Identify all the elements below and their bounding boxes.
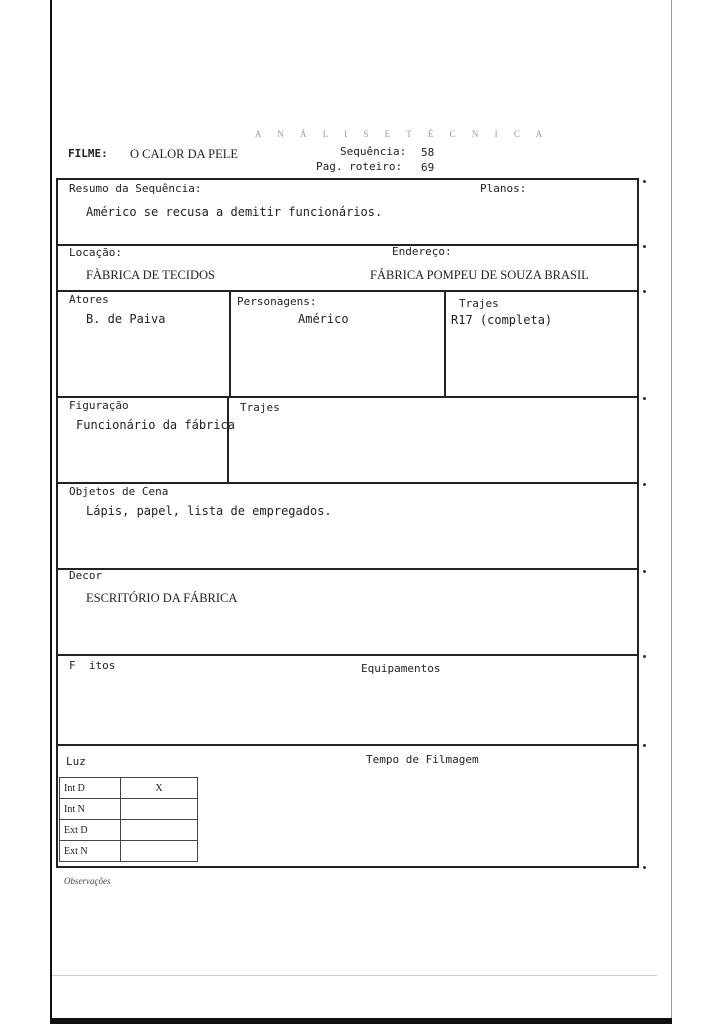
costumes-label: Trajes bbox=[459, 297, 499, 310]
lighting-row bbox=[60, 841, 198, 862]
lighting-row-label: Int N bbox=[60, 799, 121, 820]
film-title: O CALOR DA PELE bbox=[130, 147, 238, 161]
column-divider bbox=[229, 290, 231, 396]
film-label: FILME: bbox=[68, 147, 108, 160]
props-value: Lápis, papel, lista de empregados. bbox=[86, 504, 332, 518]
margin-dot bbox=[643, 245, 646, 248]
lighting-row-mark bbox=[121, 820, 198, 841]
margin-dot bbox=[643, 483, 646, 486]
section-divider bbox=[56, 482, 639, 484]
section-divider bbox=[56, 290, 639, 292]
lighting-label: Luz bbox=[66, 755, 86, 768]
characters-label: Personagens: bbox=[237, 295, 317, 308]
margin-dot bbox=[643, 866, 646, 869]
summary-text: Américo se recusa a demitir funcionários. bbox=[86, 205, 383, 219]
sequence-label: Sequência: bbox=[340, 145, 407, 158]
actors-value: B. de Paiva bbox=[86, 312, 166, 326]
decor-label: Decor bbox=[69, 569, 103, 582]
lighting-table bbox=[59, 777, 198, 862]
script-page-label: Pag. roteiro: bbox=[316, 160, 403, 173]
section-divider bbox=[56, 396, 639, 398]
notes-label: Observações bbox=[64, 876, 111, 886]
summary-label: Resumo da Sequência: bbox=[69, 182, 202, 195]
margin-dot bbox=[643, 180, 646, 183]
decor-value: ESCRITÓRIO DA FÁBRICA bbox=[86, 591, 238, 605]
equipment-label: Equipamentos bbox=[361, 662, 441, 675]
extras-label: Figuração bbox=[69, 399, 129, 412]
lighting-row-mark: X bbox=[121, 778, 198, 799]
margin-dot bbox=[643, 655, 646, 658]
page-edge bbox=[671, 0, 672, 1024]
margin-dot bbox=[643, 397, 646, 400]
lighting-row bbox=[60, 778, 198, 799]
sequence-value: 58 bbox=[421, 146, 435, 159]
lighting-row-label: Ext D bbox=[60, 820, 121, 841]
extras-value: Funcionário da fábrica bbox=[76, 418, 235, 432]
address-label: Endereço: bbox=[392, 245, 452, 258]
margin-dot bbox=[643, 570, 646, 573]
margin-dot bbox=[643, 290, 646, 293]
address-value: FÁBRICA POMPEU DE SOUZA BRASIL bbox=[370, 268, 589, 282]
form-border-top bbox=[56, 178, 639, 180]
section-divider bbox=[56, 568, 639, 570]
form-heading: A N Á L I S E T É C N I C A bbox=[255, 129, 550, 139]
shots-label: Planos: bbox=[480, 182, 527, 195]
lighting-row bbox=[60, 820, 198, 841]
lighting-row bbox=[60, 799, 198, 820]
lighting-row-label: Ext N bbox=[60, 841, 121, 862]
margin-dot bbox=[643, 744, 646, 747]
costumes-value: R17 (completa) bbox=[451, 313, 553, 327]
column-divider bbox=[227, 396, 229, 482]
actors-label: Atores bbox=[69, 293, 109, 306]
lighting-row-mark bbox=[121, 799, 198, 820]
script-page-value: 69 bbox=[421, 161, 435, 174]
shooting-time-label: Tempo de Filmagem bbox=[366, 753, 479, 766]
section-divider bbox=[56, 244, 639, 246]
divider bbox=[52, 975, 657, 976]
lighting-row-mark bbox=[121, 841, 198, 862]
page-edge bbox=[50, 0, 52, 1024]
props-label: Objetos de Cena bbox=[69, 485, 169, 498]
effects-label: F itos bbox=[69, 659, 116, 672]
section-divider bbox=[56, 654, 639, 656]
page-edge bbox=[50, 1018, 672, 1024]
extras-costumes-label: Trajes bbox=[240, 401, 280, 414]
characters-value: Américo bbox=[298, 312, 349, 326]
form-border-left bbox=[56, 178, 58, 868]
form-border-bottom bbox=[56, 866, 639, 868]
form-border-right bbox=[637, 178, 639, 868]
column-divider bbox=[444, 290, 446, 396]
lighting-row-label: Int D bbox=[60, 778, 121, 799]
section-divider bbox=[56, 744, 639, 746]
location-value: FÀBRICA DE TECIDOS bbox=[86, 268, 215, 282]
location-label: Locação: bbox=[69, 246, 122, 259]
